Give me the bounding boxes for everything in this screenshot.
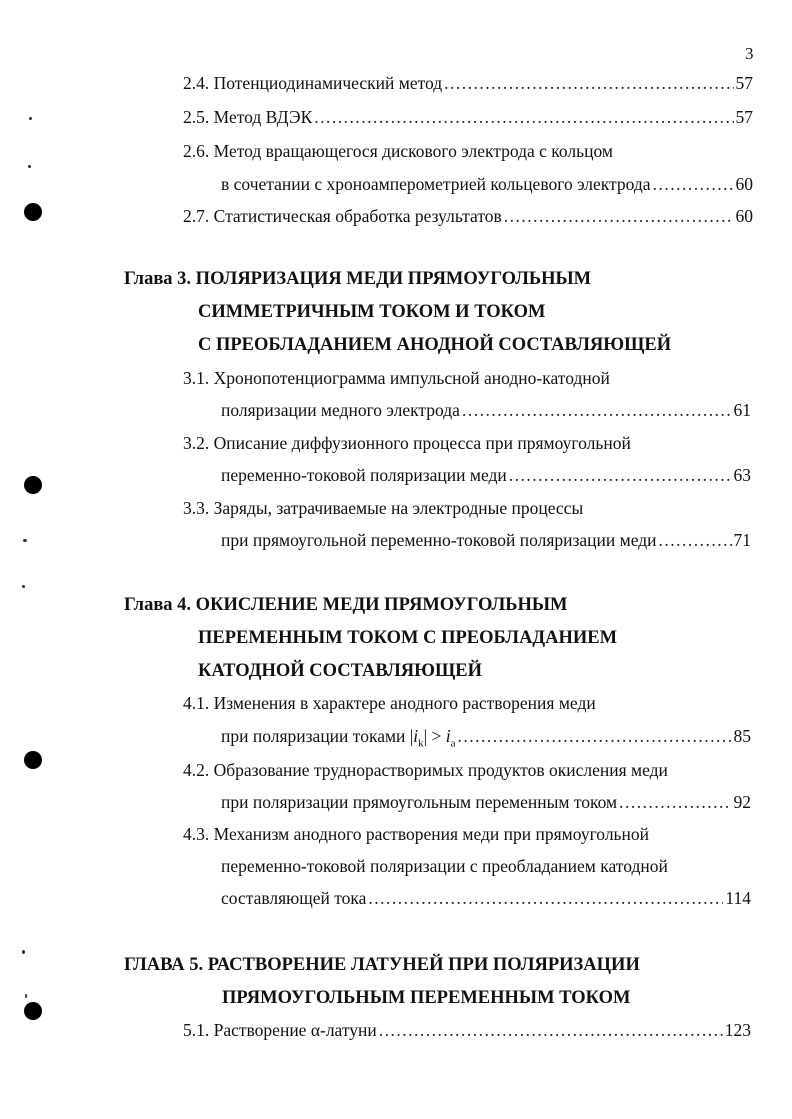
toc-entry-title: при поляризации токами $|i_k| > i_a$ xyxy=(221,726,456,750)
dot-leader xyxy=(444,72,733,94)
toc-page-number: 71 xyxy=(733,530,751,550)
toc-entry-3-3-line1: 3.3. Заряды, затрачиваемые на электродные процессы xyxy=(183,498,584,518)
toc-page-number: 63 xyxy=(733,465,751,485)
dot-leader xyxy=(458,725,732,747)
toc-page-number: 57 xyxy=(735,73,753,93)
scan-speck xyxy=(23,539,27,542)
dot-leader xyxy=(314,106,733,128)
toc-entry-2-5[interactable] xyxy=(183,106,753,128)
toc-entry-4-3-line2: переменно-токовой поляризации с преобладанием катодной xyxy=(221,856,668,876)
toc-entry-4-2[interactable] xyxy=(221,791,751,813)
toc-entry-3-2[interactable] xyxy=(221,464,751,486)
toc-entry-2-7[interactable] xyxy=(183,205,753,227)
dot-leader xyxy=(462,399,732,421)
toc-entry-3-1-line1: 3.1. Хронопотенциограмма импульсной анодно-катодной xyxy=(183,368,610,388)
toc-entry-title: переменно-токовой поляризации меди xyxy=(221,465,507,485)
dot-leader xyxy=(619,791,731,813)
toc-page-number: 57 xyxy=(735,107,753,127)
binder-hole-mark xyxy=(24,476,42,494)
toc-entry-4-1-line1: 4.1. Изменения в характере анодного растворения меди xyxy=(183,693,596,713)
dot-leader xyxy=(379,1019,723,1041)
toc-entry-2-6[interactable] xyxy=(221,173,753,195)
toc-entry-title: 2.5. Метод ВДЭК xyxy=(183,107,313,127)
chapter-4-heading-line1[interactable]: Глава 4. ОКИСЛЕНИЕ МЕДИ ПРЯМОУГОЛЬНЫМ xyxy=(124,595,568,615)
toc-page-number: 85 xyxy=(733,726,751,746)
toc-entry-4-3[interactable] xyxy=(221,887,751,909)
toc-entry-4-3-line1: 4.3. Механизм анодного растворения меди при прямоугольной xyxy=(183,824,650,844)
toc-entry-3-1[interactable] xyxy=(221,399,751,421)
chapter-3-heading-line2: СИММЕТРИЧНЫМ ТОКОМ И ТОКОМ xyxy=(198,302,546,322)
toc-page-number: 61 xyxy=(733,400,751,420)
dot-leader xyxy=(504,205,734,227)
toc-entry-title: в сочетании с хроноамперометрией кольцевого электрода xyxy=(221,174,651,194)
toc-entry-2-6-line1: 2.6. Метод вращающегося дискового электрода с кольцом xyxy=(183,141,613,161)
page-number: 3 xyxy=(745,44,754,63)
dot-leader xyxy=(653,173,734,195)
chapter-3-heading-line1[interactable]: Глава 3. ПОЛЯРИЗАЦИЯ МЕДИ ПРЯМОУГОЛЬНЫМ xyxy=(124,269,592,289)
chapter-4-heading-line3: КАТОДНОЙ СОСТАВЛЯЮЩЕЙ xyxy=(198,661,483,681)
chapter-3-heading-line3: С ПРЕОБЛАДАНИЕМ АНОДНОЙ СОСТАВЛЯЮЩЕЙ xyxy=(198,335,672,355)
toc-entry-3-2-line1: 3.2. Описание диффузионного процесса при прямоугольной xyxy=(183,433,631,453)
scan-speck xyxy=(25,994,27,998)
toc-page-number: 123 xyxy=(724,1020,751,1040)
scan-speck xyxy=(29,117,32,120)
chapter-5-heading-line2: ПРЯМОУГОЛЬНЫМ ПЕРЕМЕННЫМ ТОКОМ xyxy=(222,988,631,1008)
toc-page-number: 114 xyxy=(725,888,751,908)
toc-entry-2-4[interactable] xyxy=(183,72,753,94)
toc-entry-title: при поляризации прямоугольным переменным током xyxy=(221,792,618,812)
toc-entry-title: 2.4. Потенциодинамический метод xyxy=(183,73,443,93)
toc-entry-title: 2.7. Статистическая обработка результатов xyxy=(183,206,502,226)
scan-speck xyxy=(22,585,25,588)
toc-entry-title: при прямоугольной переменно-токовой поляризации меди xyxy=(221,530,657,550)
binder-hole-mark xyxy=(24,1002,42,1020)
binder-hole-mark xyxy=(24,751,42,769)
toc-entry-3-3[interactable] xyxy=(221,529,751,551)
chapter-5-heading-line1[interactable]: ГЛАВА 5. РАСТВОРЕНИЕ ЛАТУНЕЙ ПРИ ПОЛЯРИЗАЦИИ xyxy=(124,955,640,975)
toc-page-number: 60 xyxy=(735,174,753,194)
scan-speck xyxy=(22,950,25,954)
toc-entry-5-1[interactable] xyxy=(183,1019,751,1041)
toc-page-number: 60 xyxy=(735,206,753,226)
toc-entry-title: поляризации медного электрода xyxy=(221,400,460,420)
toc-entry-4-1[interactable] xyxy=(221,725,751,755)
dot-leader xyxy=(368,887,723,909)
scan-speck xyxy=(28,165,31,168)
binder-hole-mark xyxy=(24,203,42,221)
toc-page-number: 92 xyxy=(733,792,751,812)
chapter-4-heading-line2: ПЕРЕМЕННЫМ ТОКОМ С ПРЕОБЛАДАНИЕМ xyxy=(198,628,618,648)
dot-leader xyxy=(659,529,732,551)
toc-entry-title: составляющей тока xyxy=(221,888,367,908)
toc-entry-title: 5.1. Растворение α-латуни xyxy=(183,1020,377,1040)
dot-leader xyxy=(509,464,732,486)
toc-entry-4-2-line1: 4.2. Образование труднорастворимых продуктов окисления меди xyxy=(183,760,668,780)
